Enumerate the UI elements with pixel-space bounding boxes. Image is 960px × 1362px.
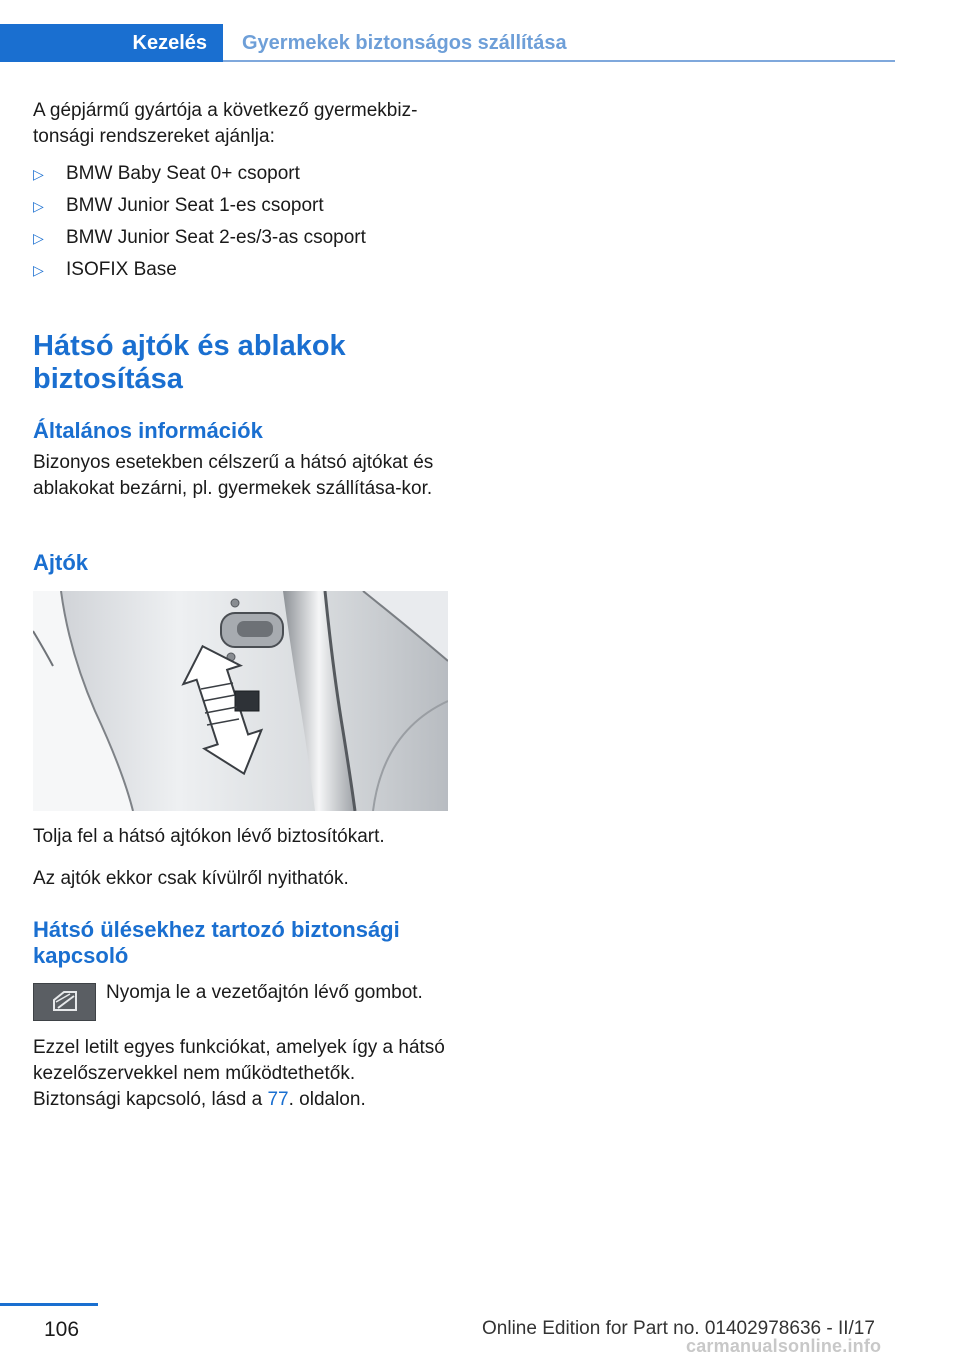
page-number: 106 bbox=[44, 1318, 80, 1341]
doors-instruction: Tolja fel a hátsó ajtókon lévő biztosítókart. bbox=[33, 826, 385, 847]
rear-lock-description: Ezzel letilt egyes funkciókat, amelyek így a hátsó kezelőszervekkel nem működtethetők. bbox=[33, 1037, 445, 1084]
recommended-seats-list bbox=[33, 161, 447, 289]
list-item bbox=[33, 225, 447, 251]
rear-lock-text bbox=[33, 1035, 447, 1113]
page-header bbox=[0, 0, 960, 64]
list-item bbox=[33, 257, 447, 283]
edition-info: Online Edition for Part no. 01402978636 - II/17 bbox=[482, 1318, 875, 1339]
intro-text bbox=[33, 98, 447, 150]
list-item bbox=[33, 193, 447, 219]
subheading-rear-lock: Hátsó ülésekhez tartozó biztonsági kapcsoló bbox=[33, 917, 400, 968]
door-lock-illustration bbox=[33, 591, 448, 811]
general-text: Bizonyos esetekben célszerű a hátsó ajtókat és ablakokat bezárni, pl. gyermekek szállítása‐kor. bbox=[33, 452, 434, 499]
window-lock-icon bbox=[33, 983, 96, 1021]
door-lock-drawing bbox=[33, 591, 448, 811]
rear-lock-instruction: Nyomja le a vezetőajtón lévő gombot. bbox=[106, 982, 423, 1003]
triangle-right-icon: ▷ bbox=[33, 230, 44, 246]
section-title-label: Gyermekek biztonságos szállítása bbox=[242, 31, 567, 54]
triangle-right-icon: ▷ bbox=[33, 262, 44, 278]
triangle-right-icon: ▷ bbox=[33, 166, 44, 182]
header-rule bbox=[223, 60, 895, 62]
list-item-label: BMW Junior Seat 1-es csoport bbox=[66, 195, 324, 216]
list-item-label: BMW Baby Seat 0+ csoport bbox=[66, 163, 300, 184]
page-reference-link[interactable]: 77 bbox=[267, 1089, 289, 1110]
watermark: carmanualsonline.info bbox=[686, 1336, 882, 1356]
rear-lock-ref-prefix: Biztonsági kapcsoló, lásd a bbox=[33, 1089, 268, 1110]
intro-text-content: A gépjármű gyártója a következő gyermekbiz‐tonsági rendszereket ajánlja: bbox=[33, 100, 418, 147]
subheading-general: Általános információk bbox=[33, 418, 263, 443]
section-title bbox=[242, 24, 567, 62]
list-item-label: BMW Junior Seat 2-es/3-as csoport bbox=[66, 227, 366, 248]
footer-rule bbox=[0, 1303, 98, 1306]
doors-result: Az ajtók ekkor csak kívülről nyithatók. bbox=[33, 868, 349, 889]
section-heading: Hátsó ajtók és ablakok biztosítása bbox=[33, 330, 346, 395]
list-item-label: ISOFIX Base bbox=[66, 259, 177, 280]
triangle-right-icon: ▷ bbox=[33, 198, 44, 214]
list-item bbox=[33, 161, 447, 187]
subheading-doors: Ajtók bbox=[33, 550, 88, 575]
chapter-tab-label: Kezelés bbox=[132, 31, 207, 54]
chapter-tab[interactable] bbox=[0, 24, 223, 62]
rear-lock-ref-suffix: . oldalon. bbox=[288, 1089, 366, 1110]
window-lock-glyph bbox=[34, 984, 95, 1020]
